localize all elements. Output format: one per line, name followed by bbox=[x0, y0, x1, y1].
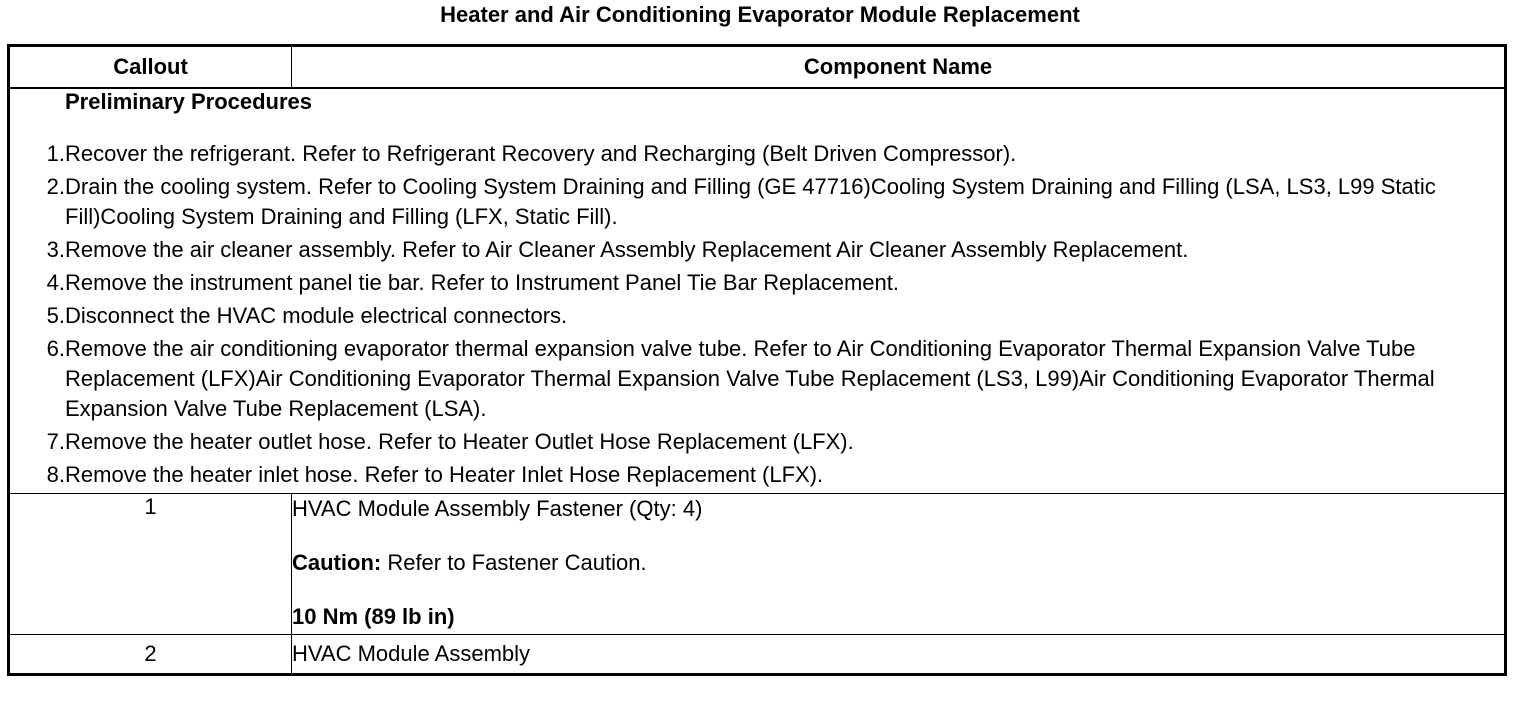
step-number: 2. bbox=[46, 174, 65, 199]
component-name-column-header: Component Name bbox=[292, 46, 1506, 89]
list-item bbox=[10, 139, 1504, 169]
list-item bbox=[10, 268, 1504, 298]
list-item bbox=[10, 460, 1504, 490]
step-number: 5. bbox=[46, 303, 65, 328]
list-item bbox=[10, 427, 1504, 457]
component-name: HVAC Module Assembly Fastener (Qty: 4) bbox=[292, 496, 703, 521]
table-row bbox=[9, 494, 1506, 635]
step-number: 8. bbox=[46, 462, 65, 487]
table-row bbox=[9, 635, 1506, 675]
callout-number: 2 bbox=[9, 635, 292, 675]
step-number: 7. bbox=[46, 429, 65, 454]
step-text: Drain the cooling system. Refer to Cooling System Draining and Filling (GE 47716)Cooling System Draining and Filling (LSA, LS3, L99 Static Fill)Cooling System Draining and Filling (LFX, Static Fill). bbox=[65, 174, 1436, 229]
preliminary-procedures-row bbox=[9, 88, 1506, 494]
step-number: 1. bbox=[46, 141, 65, 166]
component-name: HVAC Module Assembly bbox=[292, 641, 531, 666]
preliminary-procedures-cell bbox=[9, 88, 1506, 494]
list-item bbox=[10, 235, 1504, 265]
step-number: 3. bbox=[46, 237, 65, 262]
step-number: 6. bbox=[46, 336, 65, 361]
step-text: Disconnect the HVAC module electrical connectors. bbox=[65, 303, 568, 328]
component-cell bbox=[292, 635, 1506, 675]
step-text: Remove the heater inlet hose. Refer to Heater Inlet Hose Replacement (LFX). bbox=[65, 462, 824, 487]
table-header-row bbox=[9, 46, 1506, 89]
step-text: Remove the air cleaner assembly. Refer to Air Cleaner Assembly Replacement Air Cleaner Assembly Replacement. bbox=[65, 237, 1189, 262]
callout-number: 1 bbox=[9, 494, 292, 635]
step-text: Remove the air conditioning evaporator thermal expansion valve tube. Refer to Air Conditioning Evaporator Thermal Expansion Valve Tube Replacement (LFX)Air Conditioning Evaporator Thermal Expansion Valve Tube Replacement (LS3, L99)Air Conditioning Evaporator Thermal Expansion Valve Tube Replacement (LSA). bbox=[65, 336, 1435, 421]
callout-column-header: Callout bbox=[9, 46, 292, 89]
procedure-table bbox=[7, 44, 1507, 676]
step-number: 4. bbox=[46, 270, 65, 295]
preliminary-procedures-heading: Preliminary Procedures bbox=[65, 89, 313, 114]
torque-spec: 10 Nm (89 lb in) bbox=[292, 604, 455, 629]
step-text: Remove the heater outlet hose. Refer to Heater Outlet Hose Replacement (LFX). bbox=[65, 429, 854, 454]
list-item bbox=[10, 301, 1504, 331]
caution-label: Caution: bbox=[292, 550, 382, 575]
step-text: Recover the refrigerant. Refer to Refrigerant Recovery and Recharging (Belt Driven Compressor). bbox=[65, 141, 1017, 166]
step-text: Remove the instrument panel tie bar. Refer to Instrument Panel Tie Bar Replacement. bbox=[65, 270, 899, 295]
caution-text: Refer to Fastener Caution. bbox=[381, 550, 647, 575]
list-item bbox=[10, 334, 1504, 424]
page-title: Heater and Air Conditioning Evaporator Module Replacement bbox=[440, 2, 1080, 27]
component-cell bbox=[292, 494, 1506, 635]
caution-note bbox=[292, 548, 1504, 578]
preliminary-steps-list bbox=[10, 139, 1504, 490]
list-item bbox=[10, 172, 1504, 232]
